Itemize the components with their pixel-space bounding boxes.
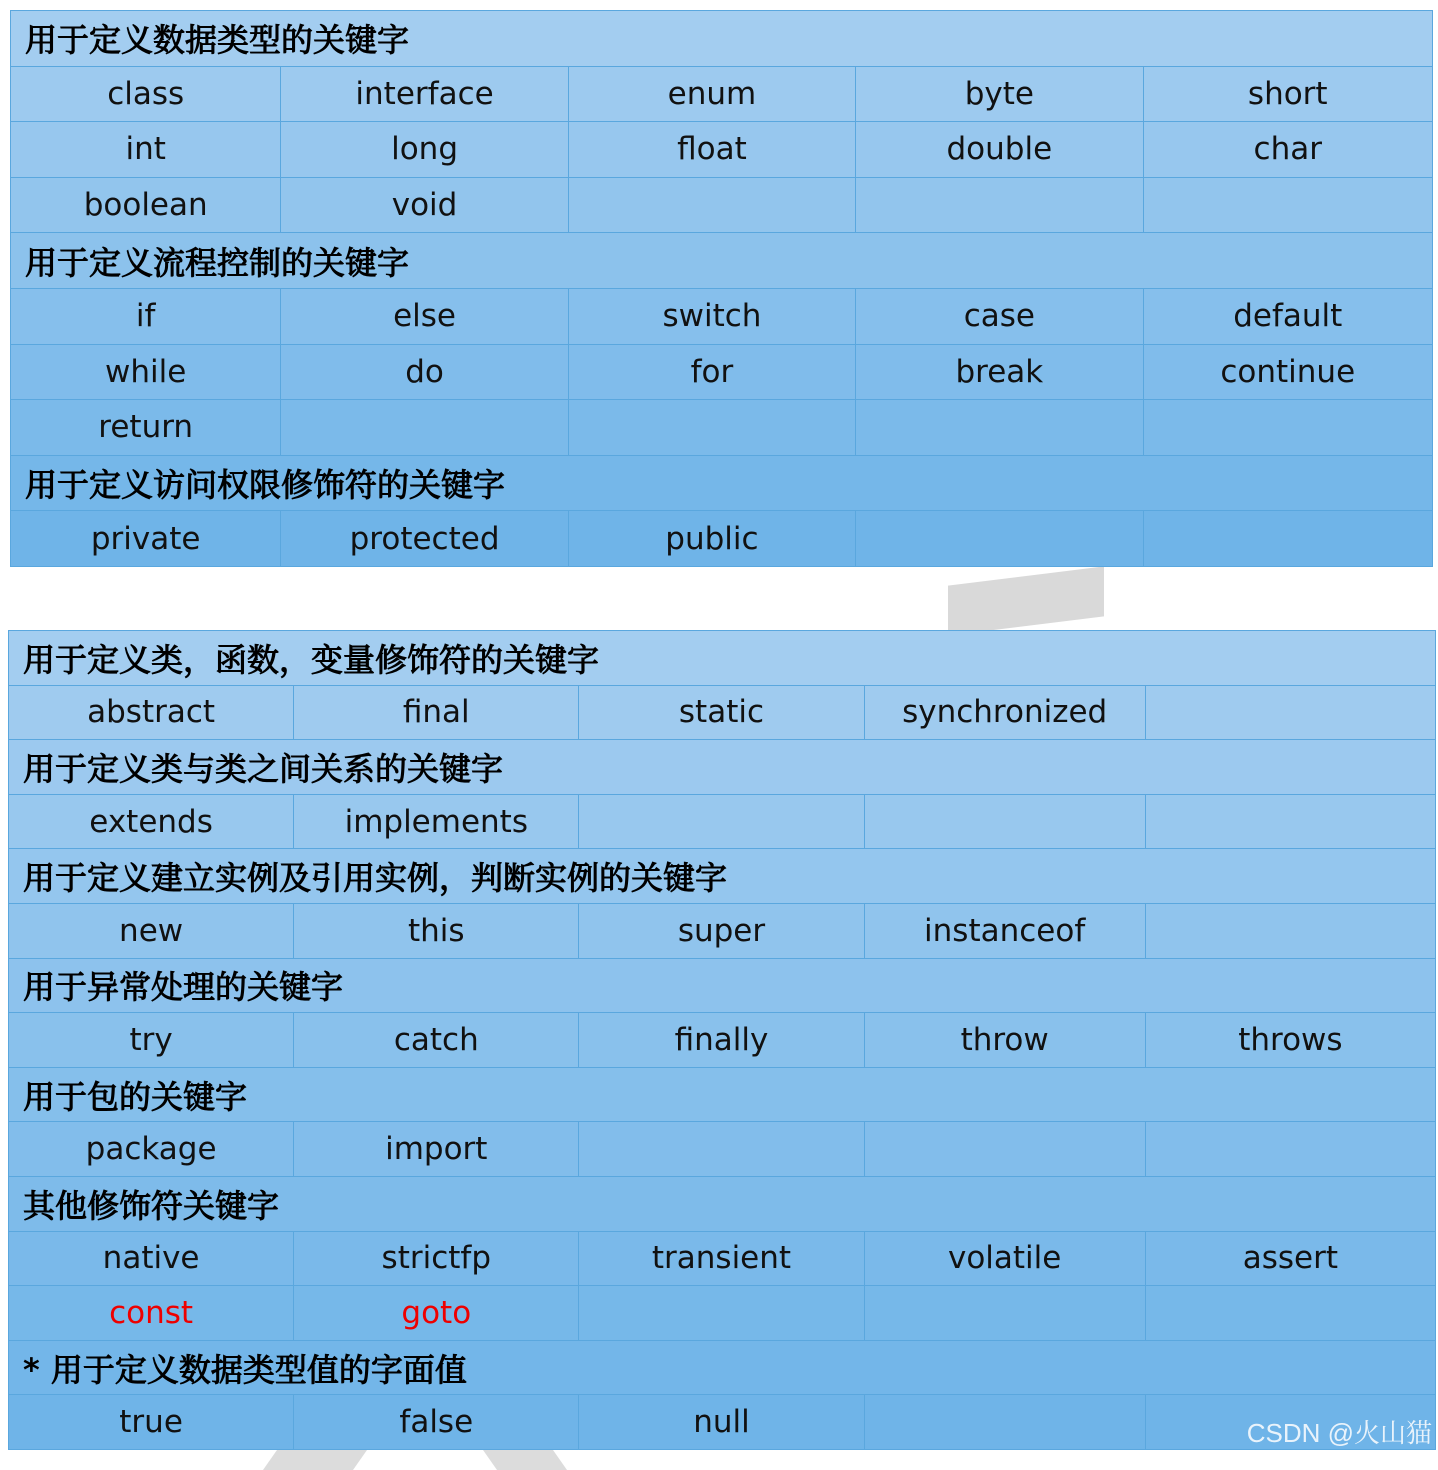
keyword-cell: static <box>579 685 864 740</box>
section-header-row <box>9 1176 1436 1231</box>
keyword-cell: switch <box>568 288 855 344</box>
keyword-cell: while <box>11 344 281 400</box>
section-title: 用于定义类与类之间关系的关键字 <box>9 740 1436 795</box>
section-header-row <box>9 1340 1436 1395</box>
csdn-watermark: CSDN @火山猫 <box>1246 1418 1432 1448</box>
keyword-cell: enum <box>568 66 855 122</box>
keyword-cell: package <box>9 1122 294 1177</box>
keyword-cell: goto <box>294 1286 579 1341</box>
background-watermark-shape <box>948 566 1104 635</box>
keyword-cell: synchronized <box>864 685 1145 740</box>
keyword-row <box>11 400 1433 456</box>
section-title: * 用于定义数据类型值的字面值 <box>9 1340 1436 1395</box>
keyword-cell: native <box>9 1231 294 1286</box>
keyword-cell: const <box>9 1286 294 1341</box>
keyword-cell: this <box>294 903 579 958</box>
empty-cell <box>1145 1286 1435 1341</box>
empty-cell <box>1145 794 1435 849</box>
empty-cell <box>1143 400 1432 456</box>
keyword-cell: else <box>281 288 568 344</box>
empty-cell <box>856 400 1143 456</box>
background-watermark-shape <box>483 1450 567 1470</box>
empty-cell <box>1145 685 1435 740</box>
keyword-cell: for <box>568 344 855 400</box>
keyword-cell: null <box>579 1395 864 1450</box>
empty-cell <box>864 794 1145 849</box>
keyword-cell: assert <box>1145 1231 1435 1286</box>
keyword-row <box>11 344 1433 400</box>
section-header-row <box>11 233 1433 289</box>
keyword-cell: return <box>11 400 281 456</box>
keyword-cell: import <box>294 1122 579 1177</box>
section-header-row <box>11 11 1433 67</box>
empty-cell <box>856 511 1143 567</box>
keyword-cell: super <box>579 903 864 958</box>
keyword-cell: byte <box>856 66 1143 122</box>
keyword-cell: boolean <box>11 177 281 233</box>
keyword-cell: abstract <box>9 685 294 740</box>
section-header-row <box>9 1067 1436 1122</box>
keyword-row <box>9 794 1436 849</box>
keyword-cell: false <box>294 1395 579 1450</box>
keyword-cell: implements <box>294 794 579 849</box>
section-title: 其他修饰符关键字 <box>9 1176 1436 1231</box>
section-title: 用于定义数据类型的关键字 <box>11 11 1433 67</box>
keyword-row <box>11 177 1433 233</box>
keyword-cell: try <box>9 1013 294 1068</box>
keyword-cell: if <box>11 288 281 344</box>
empty-cell <box>1143 177 1432 233</box>
empty-cell <box>568 400 855 456</box>
keyword-cell: strictfp <box>294 1231 579 1286</box>
keyword-cell: continue <box>1143 344 1432 400</box>
keyword-row <box>9 685 1436 740</box>
section-title: 用于包的关键字 <box>9 1067 1436 1122</box>
keyword-cell: extends <box>9 794 294 849</box>
keyword-cell: long <box>281 122 568 178</box>
section-title: 用于定义访问权限修饰符的关键字 <box>11 455 1433 511</box>
keyword-cell: throws <box>1145 1013 1435 1068</box>
keyword-row <box>11 66 1433 122</box>
keyword-cell: double <box>856 122 1143 178</box>
keyword-row <box>9 1013 1436 1068</box>
keyword-cell: default <box>1143 288 1432 344</box>
empty-cell <box>281 400 568 456</box>
keyword-cell: float <box>568 122 855 178</box>
keyword-cell: true <box>9 1395 294 1450</box>
background-watermark-shape <box>263 1450 367 1470</box>
section-header-row <box>11 455 1433 511</box>
keyword-cell: do <box>281 344 568 400</box>
keyword-cell: char <box>1143 122 1432 178</box>
empty-cell <box>1145 1122 1435 1177</box>
section-title: 用于异常处理的关键字 <box>9 958 1436 1013</box>
keyword-cell: short <box>1143 66 1432 122</box>
section-header-row <box>9 958 1436 1013</box>
keyword-row <box>11 288 1433 344</box>
keyword-row <box>9 1231 1436 1286</box>
keyword-cell: case <box>856 288 1143 344</box>
keyword-cell: catch <box>294 1013 579 1068</box>
keyword-cell: interface <box>281 66 568 122</box>
section-title: 用于定义建立实例及引用实例，判断实例的关键字 <box>9 849 1436 904</box>
empty-cell <box>864 1122 1145 1177</box>
empty-cell <box>579 1122 864 1177</box>
keyword-table-1 <box>10 10 1433 567</box>
section-header-row <box>9 631 1436 686</box>
keyword-cell: class <box>11 66 281 122</box>
empty-cell <box>579 794 864 849</box>
section-header-row <box>9 849 1436 904</box>
keyword-cell: break <box>856 344 1143 400</box>
keyword-cell: instanceof <box>864 903 1145 958</box>
keyword-cell: throw <box>864 1013 1145 1068</box>
keyword-table-2 <box>8 630 1436 1450</box>
keyword-row <box>11 511 1433 567</box>
empty-cell <box>1145 903 1435 958</box>
empty-cell <box>579 1286 864 1341</box>
keyword-row <box>9 1286 1436 1341</box>
empty-cell <box>1143 511 1432 567</box>
keyword-cell: finally <box>579 1013 864 1068</box>
section-title: 用于定义流程控制的关键字 <box>11 233 1433 289</box>
section-header-row <box>9 740 1436 795</box>
keyword-cell: volatile <box>864 1231 1145 1286</box>
keyword-cell: int <box>11 122 281 178</box>
keyword-cell: new <box>9 903 294 958</box>
section-title: 用于定义类，函数，变量修饰符的关键字 <box>9 631 1436 686</box>
keyword-row <box>9 1395 1436 1450</box>
keyword-cell: protected <box>281 511 568 567</box>
keyword-cell: public <box>568 511 855 567</box>
keyword-row <box>9 1122 1436 1177</box>
keyword-row <box>9 903 1436 958</box>
empty-cell <box>568 177 855 233</box>
keyword-cell: transient <box>579 1231 864 1286</box>
empty-cell <box>864 1286 1145 1341</box>
empty-cell <box>856 177 1143 233</box>
keyword-cell: final <box>294 685 579 740</box>
keyword-cell: private <box>11 511 281 567</box>
empty-cell <box>864 1395 1145 1450</box>
keyword-cell: void <box>281 177 568 233</box>
keyword-row <box>11 122 1433 178</box>
